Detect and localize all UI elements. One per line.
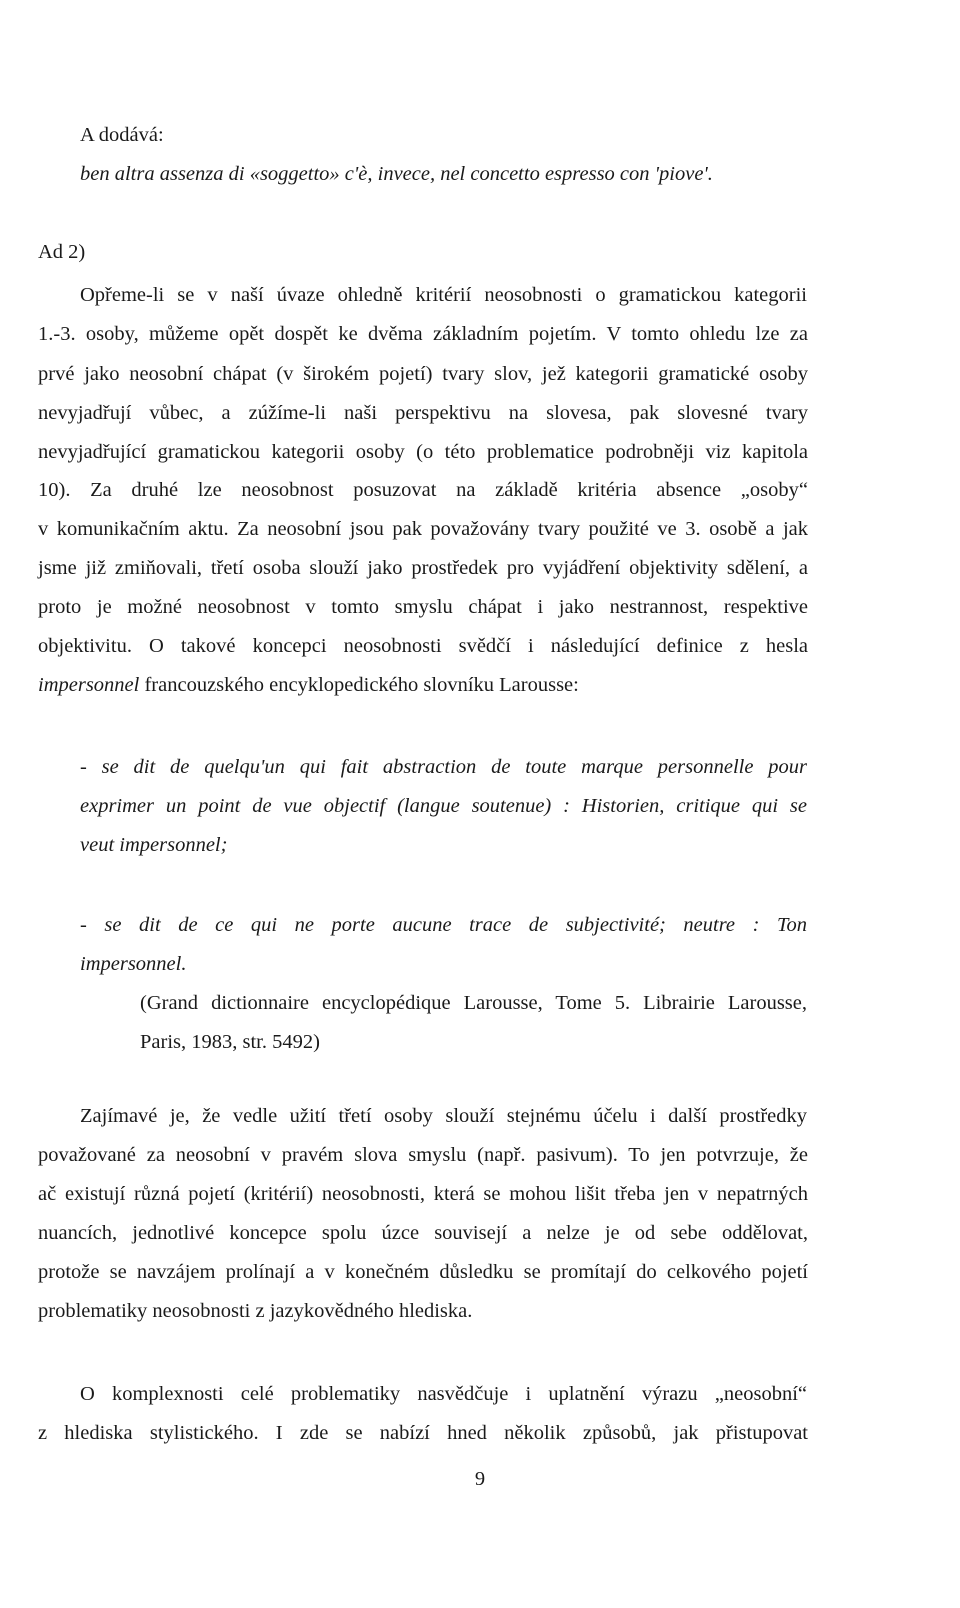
term-impersonnel: impersonnel [38,674,140,696]
citation-line2: Paris, 1983, str. 5492) [140,1031,320,1053]
definition1-line1: - se dit de quelqu'un qui fait abstraction de toute marque personnelle pour [80,756,807,778]
para2-line3: ač existují různá pojetí (kritérií) neosobnosti, která se mohou lišit třeba jen v nepatrných [38,1183,808,1205]
para3-line1: O komplexnosti celé problematiky nasvědčuje i uplatnění výrazu „neosobní“ [80,1383,807,1405]
para2-line1: Zajímavé je, že vedle užití třetí osoby slouží stejnému účelu i další prostředky [80,1105,807,1127]
para1-line6: 10). Za druhé lze neosobnost posuzovat na základě kritéria absence „osoby“ [38,479,808,501]
para1-line9: proto je možné neosobnost v tomto smyslu chápat i jako nestrannost, respektive [38,596,808,618]
para1-line8: jsme již zmiňovali, třetí osoba slouží jako prostředek pro vyjádření objektivity sdělení, a [38,557,808,579]
definition1-line3: veut impersonnel; [80,834,228,856]
para1-line11-rest: francouzského encyklopedického slovníku Larousse: [139,674,579,696]
para1-line3: prvé jako neosobní chápat (v širokém pojetí) tvary slov, jež kategorii gramatické osoby [38,363,808,385]
citation-line1: (Grand dictionnaire encyclopédique Larousse, Tome 5. Librairie Larousse, [140,992,807,1014]
para1-line5: nevyjadřující gramatickou kategorii osoby (o této problematice podrobněji viz kapitola [38,441,808,463]
section-heading: Ad 2) [38,241,86,263]
para1-line4: nevyjadřují vůbec, a zúžíme-li naši perspektivu na slovesa, pak slovesné tvary [38,402,808,424]
definition2-line1: - se dit de ce qui ne porte aucune trace de subjectivité; neutre : Ton [80,914,807,936]
definition2-line2: impersonnel. [80,953,187,975]
definition1-line2: exprimer un point de vue objectif (langue soutenue) : Historien, critique qui se [80,795,807,817]
para2-line4: nuancích, jednotlivé koncepce spolu úzce souvisejí a nelze je od sebe oddělovat, [38,1222,808,1244]
intro-italian-quote: ben altra assenza di «soggetto» c'è, invece, nel concetto espresso con 'piove'. [80,163,713,185]
para2-line6: problematiky neosobnosti z jazykovědného hlediska. [38,1300,473,1322]
para1-line11 [38,672,579,698]
para2-line5: protože se navzájem prolínají a v konečném důsledku se promítají do celkového pojetí [38,1261,808,1283]
intro-lead: A dodává: [80,124,164,146]
page-number: 9 [474,1468,486,1490]
para1-line10: objektivitu. O takové koncepci neosobnosti svědčí i následující definice z hesla [38,635,808,657]
para1-line7: v komunikačním aktu. Za neosobní jsou pak považovány tvary použité ve 3. osobě a jak [38,518,808,540]
para2-line2: považované za neosobní v pravém slova smyslu (např. pasivum). To jen potvrzuje, že [38,1144,808,1166]
para3-line2: z hlediska stylistického. I zde se nabízí hned několik způsobů, jak přistupovat [38,1422,808,1444]
para1-line2: 1.-3. osoby, můžeme opět dospět ke dvěma základním pojetím. V tomto ohledu lze za [38,323,808,345]
para1-line1: Opřeme-li se v naší úvaze ohledně kritérií neosobnosti o gramatickou kategorii [80,284,807,306]
